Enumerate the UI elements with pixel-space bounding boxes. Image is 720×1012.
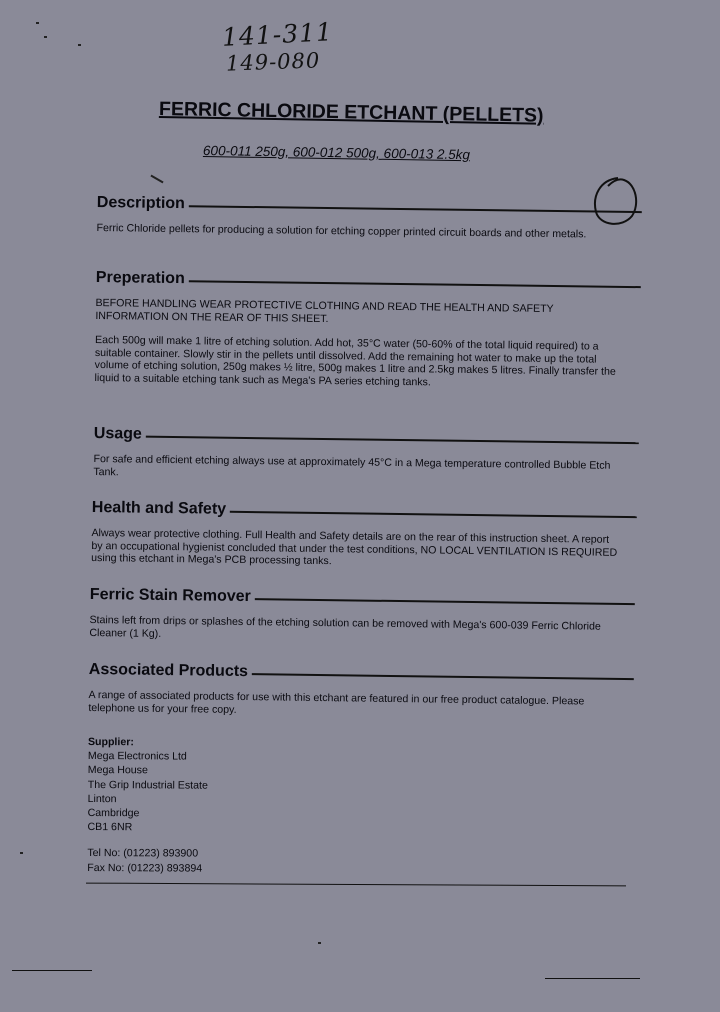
scan-speck	[44, 36, 47, 38]
section-title: Health and Safety	[91, 498, 227, 518]
handwritten-note-1: 141-311	[221, 17, 334, 52]
scan-speck	[150, 175, 163, 184]
scan-speck	[318, 942, 321, 944]
section-rule	[255, 598, 635, 605]
section-rule	[252, 673, 634, 680]
section-title: Associated Products	[88, 660, 249, 681]
section-title: Preperation	[95, 268, 185, 288]
section-paragraph: BEFORE HANDLING WEAR PROTECTIVE CLOTHING AND READ THE HEALTH AND SAFETY INFORMATION ON THE REAR OF THIS SHEET.	[95, 296, 554, 325]
section-paragraph: Stains left from drips or splashes of the etching solution can be removed with Mega's 600-039 Ferric Chloride Cleaner (1 Kg).	[89, 613, 601, 640]
section-paragraph: Each 500g will make 1 litre of etching solution. Add hot, 35°C water (50-60% of the total liquid required) to a suitable container. Slowly stir in the pellets until dissolved. Add the remaining hot water to make up the total volume of etching solution, 250g makes ½ litre, 500g makes 1 litre and 2.5kg makes 5 litres. Finally transfer the liquid to a suitable etching tank such as Mega's PA series etching tanks.	[94, 334, 616, 389]
section-rule	[189, 205, 642, 213]
scan-speck	[20, 852, 23, 854]
supplier-line: CB1 6NR	[87, 821, 133, 834]
section-description	[96, 192, 642, 242]
section-rule	[189, 280, 641, 288]
supplier-line: Linton	[87, 792, 117, 805]
section-rule	[230, 510, 637, 517]
section-title: Usage	[93, 424, 143, 443]
document-title: FERRIC CHLORIDE ETCHANT (PELLETS)	[158, 98, 544, 127]
footer-rule	[86, 883, 626, 887]
section-title: Description	[96, 193, 185, 213]
section-rule	[146, 435, 639, 443]
section-stain-remover	[89, 584, 635, 646]
supplier-line: The Grip Industrial Estate	[87, 778, 208, 792]
handwritten-note-2: 149-080	[225, 48, 321, 76]
section-preparation	[94, 267, 640, 392]
supplier-line: Mega Electronics Ltd	[87, 750, 187, 763]
section-usage	[93, 423, 639, 485]
section-paragraph: For safe and efficient etching always use at approximately 45°C in a Mega temperature controlled Bubble Etch Tank.	[93, 452, 611, 478]
supplier-line: Cambridge	[87, 807, 140, 820]
product-codes: 600-011 250g, 600-012 500g, 600-013 2.5kg	[202, 143, 471, 163]
scan-speck	[36, 22, 39, 24]
fax-number: Fax No: (01223) 893894	[87, 861, 203, 875]
supplier-label: Supplier:	[87, 736, 134, 749]
supplier-line: Mega House	[87, 764, 148, 777]
section-title: Ferric Stain Remover	[89, 585, 251, 606]
section-paragraph: Always wear protective clothing. Full Health and Safety details are on the rear of this instruction sheet. A report by an occupational hygienist concluded that under the test conditions, NO LOCAL VENTILATION IS REQUIRED using this etchant in Mega's PCB processing tanks.	[91, 526, 618, 568]
section-paragraph: Ferric Chloride pellets for producing a solution for etching copper printed circuit boards and other metals.	[96, 221, 587, 241]
telephone-number: Tel No: (01223) 893900	[87, 847, 199, 860]
supplier-block	[87, 735, 208, 875]
section-associated-products	[88, 659, 634, 721]
section-health-safety	[91, 497, 637, 572]
scan-speck	[78, 44, 81, 46]
scan-mark-line	[545, 978, 640, 979]
section-paragraph: A range of associated products for use with this etchant are featured in our free product catalogue. Please telephone us for your free copy.	[88, 688, 585, 716]
scan-mark-line	[12, 970, 92, 971]
